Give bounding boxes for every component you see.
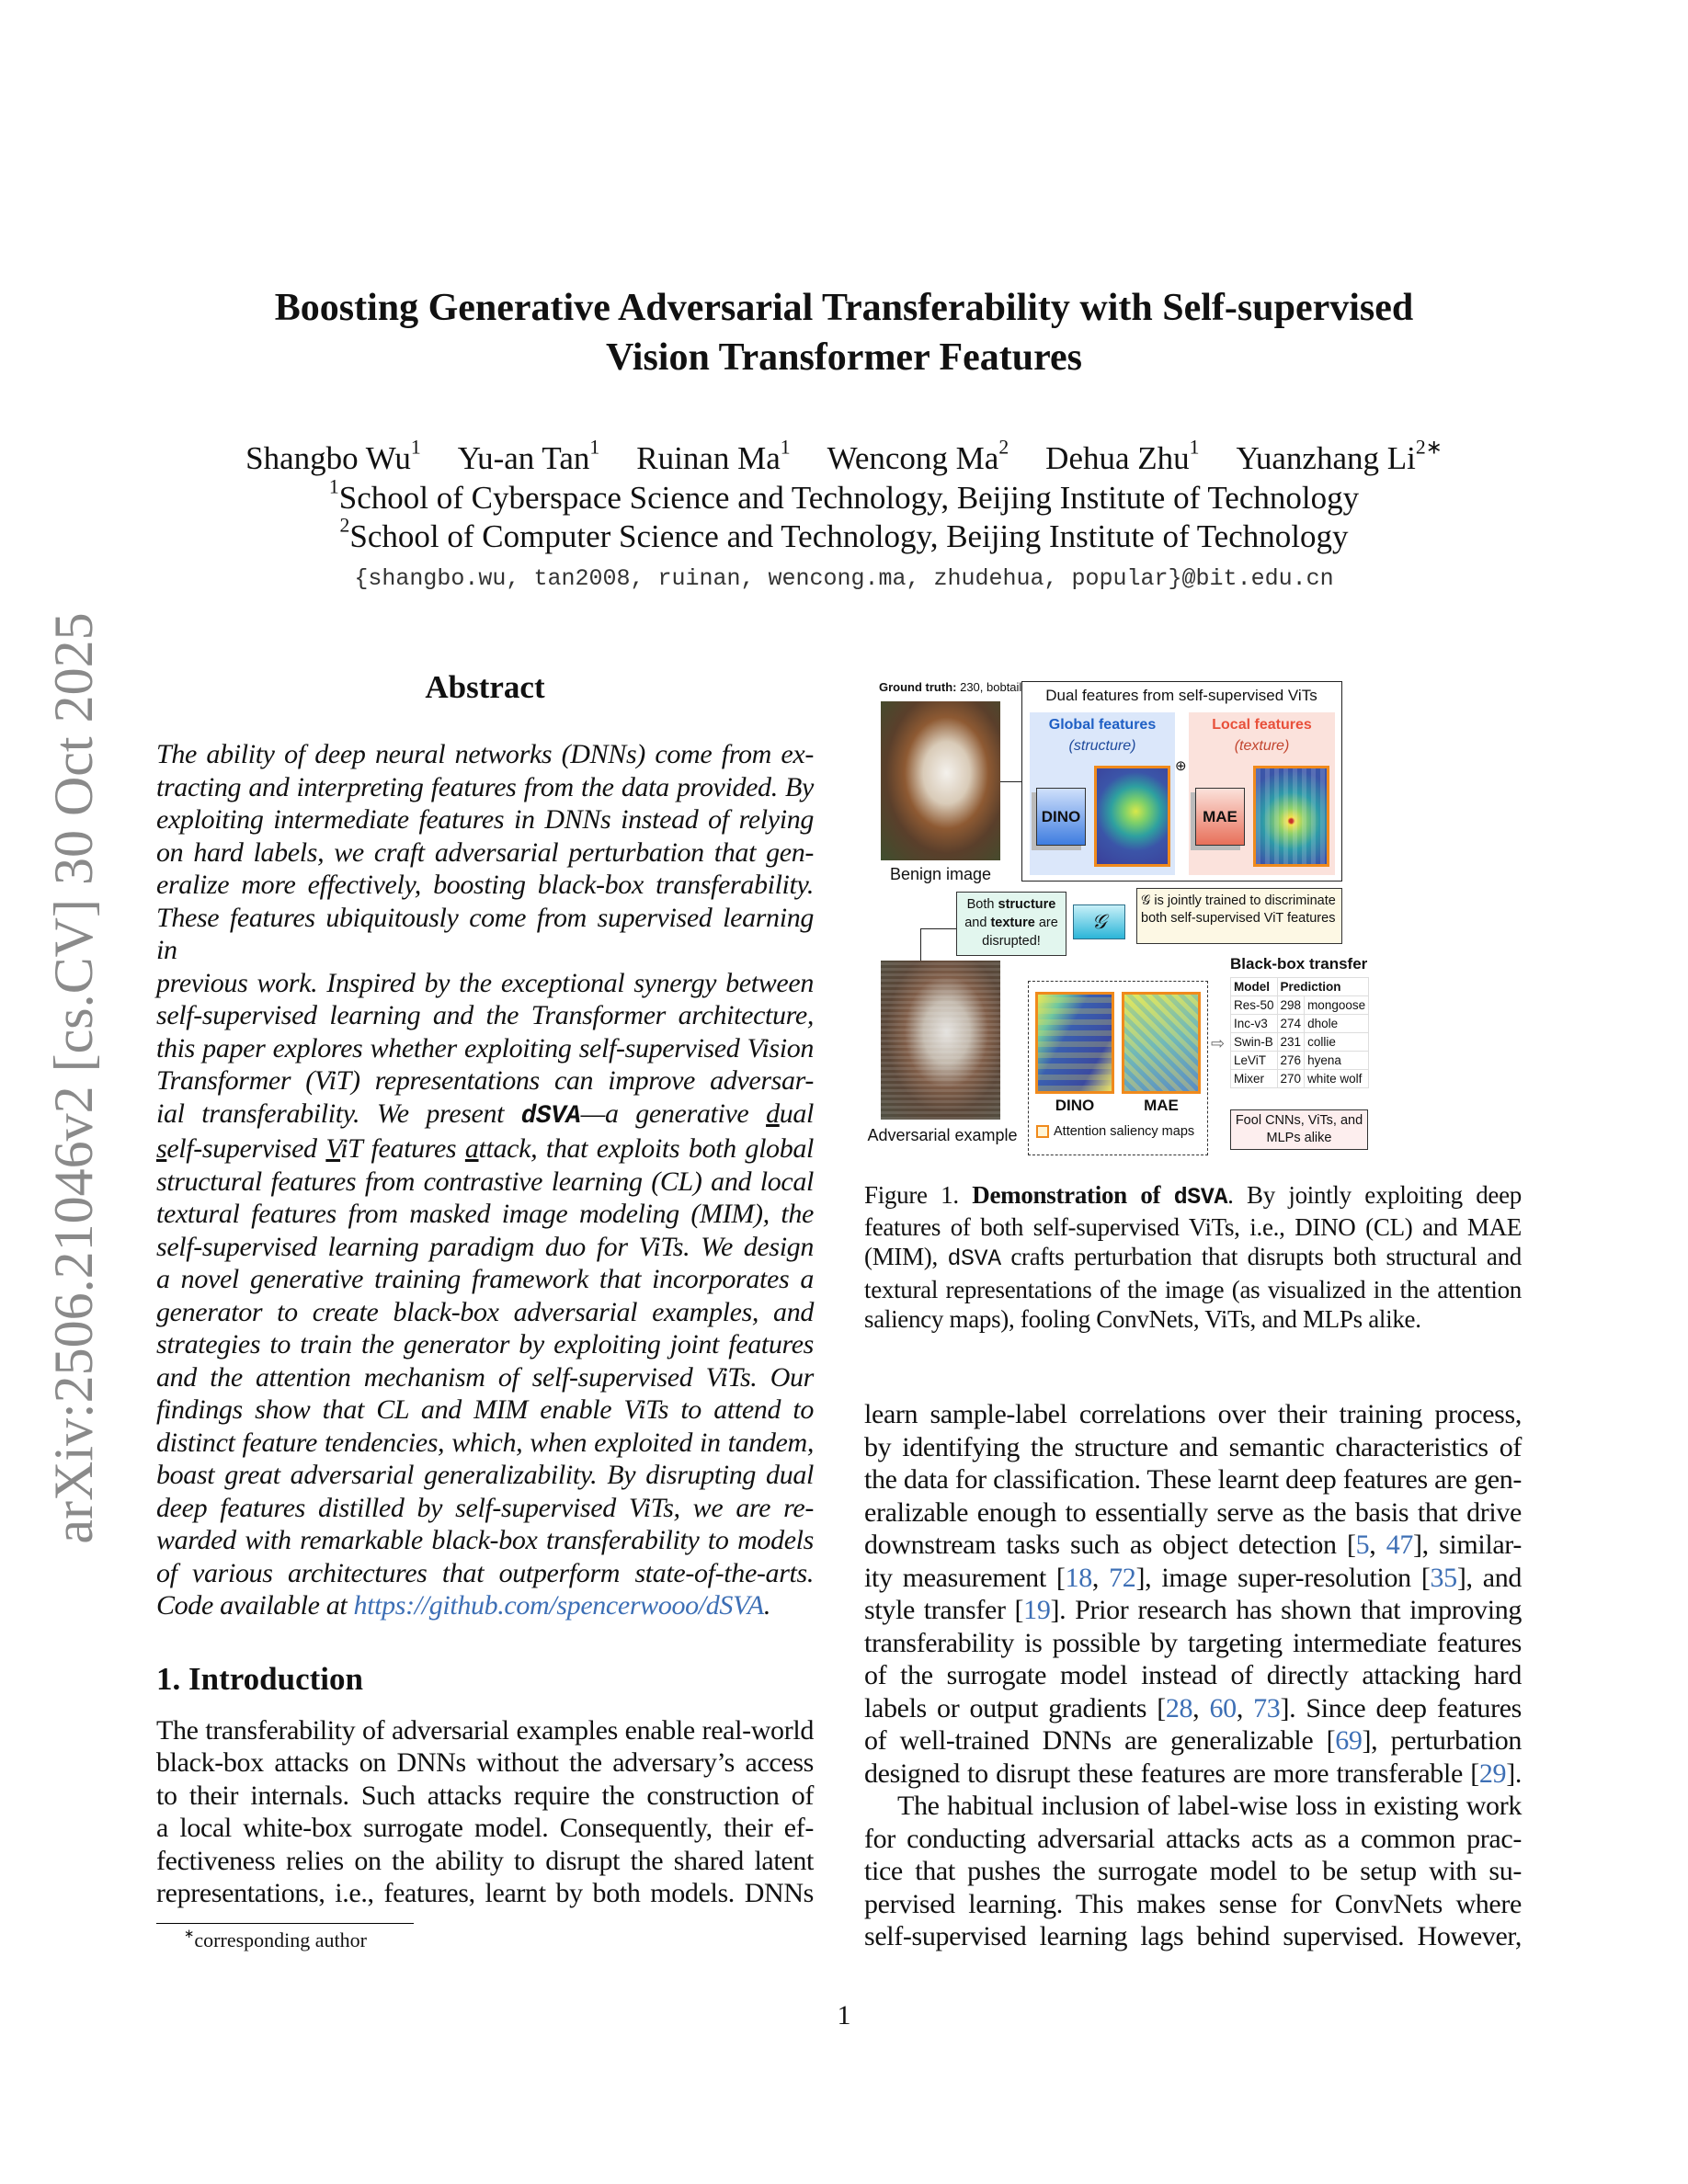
paper-title bbox=[0, 283, 1688, 382]
author-name: Yu-an Tan bbox=[457, 440, 590, 476]
text-line bbox=[156, 1098, 814, 1133]
adversarial-image-label: Adversarial example bbox=[867, 1126, 1018, 1144]
dual-features-title: Dual features from self-supervised ViTs bbox=[1045, 687, 1317, 704]
text-line: black-box attacks on DNNs without the adversary’s access bbox=[156, 1747, 814, 1778]
link[interactable]: 72 bbox=[1109, 1562, 1136, 1593]
text-span: ], similar- bbox=[1413, 1530, 1522, 1561]
text-span: of well-trained DNNs are generalizable [ bbox=[864, 1725, 1336, 1757]
text-line: on hard labels, we craft adversarial perturbation that gen- bbox=[156, 836, 814, 868]
black-box-table bbox=[1230, 977, 1369, 1088]
table-cell: 270 bbox=[1277, 1070, 1305, 1088]
generator-callout: 𝒢 is jointly trained to discriminate both self-supervised ViT features bbox=[1136, 888, 1342, 944]
text-span: ]. bbox=[1506, 1757, 1522, 1789]
text-span: structure bbox=[998, 897, 1056, 912]
text-line bbox=[864, 1180, 1522, 1212]
text-line: textural representations of the image (as visualized in the attention bbox=[864, 1275, 1522, 1303]
text-line: self-supervised learning paradigm duo for ViTs. We design bbox=[156, 1231, 814, 1262]
mae-saliency-map bbox=[1253, 766, 1329, 867]
link[interactable]: 18 bbox=[1065, 1562, 1092, 1593]
text-span: ity measurement [ bbox=[864, 1562, 1066, 1593]
text-line: findings show that CL and MIM enable ViTs to attend to bbox=[156, 1394, 814, 1425]
text-line: The ability of deep neural networks (DNNs) come from ex- bbox=[156, 739, 814, 769]
table-row bbox=[1231, 1033, 1369, 1052]
text-span: Both bbox=[966, 897, 998, 912]
author-name: Yuanzhang Li bbox=[1236, 440, 1416, 476]
text-span: (MIM), bbox=[864, 1243, 948, 1271]
text-line: and the attention mechanism of self-supervised ViTs. Our bbox=[156, 1361, 814, 1393]
text-span: ], perturbation bbox=[1362, 1725, 1522, 1757]
author-affiliation-mark: 2 bbox=[998, 436, 1009, 459]
table-cell: 231 bbox=[1277, 1033, 1305, 1052]
text-span: dSVA bbox=[947, 1246, 1001, 1273]
author-list bbox=[0, 436, 1688, 478]
arrow-icon bbox=[1000, 781, 1021, 782]
text-span: ], and bbox=[1456, 1562, 1522, 1593]
text-line: tice that pushes the surrogate model to be setup with su- bbox=[864, 1856, 1522, 1887]
benign-image bbox=[881, 701, 1000, 860]
link[interactable]: 73 bbox=[1253, 1692, 1281, 1723]
text-line: structural features from contrastive learning (CL) and local bbox=[156, 1166, 814, 1197]
author bbox=[245, 436, 421, 476]
text-line: The transferability of adversarial examples enable real-world bbox=[156, 1714, 814, 1746]
adv-dino-saliency-map bbox=[1035, 992, 1114, 1094]
text-line: eralizable enough to essentially serve as the basis that drive bbox=[864, 1496, 1522, 1528]
text-span: elf-supervised bbox=[166, 1133, 326, 1164]
author-name: Wencong Ma bbox=[827, 440, 999, 476]
table-cell: Mixer bbox=[1231, 1070, 1278, 1088]
text-span: , bbox=[1091, 1562, 1110, 1593]
text-line: self-supervised learning and the Transformer architecture, bbox=[156, 1000, 814, 1030]
text-line bbox=[864, 1757, 1522, 1791]
text-line: exploiting intermediate features in DNNs instead of relying bbox=[156, 804, 814, 835]
figure-caption bbox=[864, 1180, 1522, 1334]
link[interactable]: 19 bbox=[1023, 1595, 1051, 1626]
text-line: by identifying the structure and semantic characteristics of bbox=[864, 1431, 1522, 1462]
text-line: representations, i.e., features, learnt by both models. DNNs bbox=[156, 1878, 814, 1908]
table-cell: LeViT bbox=[1231, 1052, 1278, 1070]
table-cell: white wolf bbox=[1305, 1070, 1369, 1088]
text-line: generator to create black-box adversarial examples, and bbox=[156, 1296, 814, 1327]
text-line bbox=[864, 1692, 1522, 1725]
author-emails: {shangbo.wu, tan2008, ruinan, wencong.ma, zhudehua, popular}@bit.edu.cn bbox=[354, 565, 1334, 592]
text-span: ual bbox=[779, 1098, 815, 1129]
table-row bbox=[1231, 1070, 1369, 1088]
author-name: Dehua Zhu bbox=[1045, 440, 1190, 476]
adv-mae-label: MAE bbox=[1144, 1097, 1179, 1114]
mae-model-block: MAE bbox=[1195, 788, 1245, 846]
dino-model-block: DINO bbox=[1036, 788, 1086, 846]
text-line: Transformer (ViT) representations can improve adversar- bbox=[156, 1065, 814, 1096]
text-span: V bbox=[325, 1133, 341, 1164]
benign-image-label: Benign image bbox=[889, 865, 992, 883]
footnote-rule bbox=[156, 1923, 414, 1924]
text-line: eralize more effectively, boosting black-box transferability. bbox=[156, 870, 814, 900]
text-span: Code available at bbox=[156, 1590, 354, 1621]
text-line bbox=[864, 1529, 1522, 1562]
author bbox=[1045, 436, 1200, 476]
table-row bbox=[1231, 996, 1369, 1015]
table-cell: collie bbox=[1305, 1033, 1369, 1052]
text-span: s bbox=[156, 1133, 167, 1164]
author bbox=[1236, 436, 1443, 476]
text-line bbox=[864, 1724, 1522, 1757]
footnote-text: corresponding author bbox=[194, 1928, 367, 1951]
text-span: . bbox=[763, 1590, 770, 1621]
text-span: Figure 1. bbox=[864, 1181, 973, 1209]
right-column-body bbox=[864, 1398, 1522, 1953]
global-features-subtitle: (structure) bbox=[1068, 738, 1136, 754]
text-line: textural features from masked image modeling (MIM), the bbox=[156, 1199, 814, 1229]
text-span: a bbox=[464, 1133, 479, 1164]
table-header-row bbox=[1231, 978, 1369, 996]
table-row bbox=[1231, 1052, 1369, 1070]
legend-swatch-icon bbox=[1036, 1125, 1049, 1138]
text-span: style transfer [ bbox=[864, 1595, 1024, 1626]
right-column bbox=[864, 1180, 1522, 1953]
affiliation-mark: 1 bbox=[328, 475, 339, 498]
title-line: Vision Transformer Features bbox=[606, 336, 1082, 379]
text-line bbox=[864, 1242, 1522, 1274]
arrow-line bbox=[920, 928, 921, 961]
text-span: are disrupted! bbox=[982, 916, 1058, 949]
text-span: , bbox=[1236, 1692, 1254, 1723]
text-line: boast great adversarial generalizability. By disrupting dual bbox=[156, 1460, 814, 1490]
global-features-panel bbox=[1030, 712, 1175, 875]
author bbox=[827, 436, 1009, 476]
text-span: . By jointly exploiting deep bbox=[1227, 1181, 1523, 1209]
author bbox=[636, 436, 791, 476]
local-features-title: Local features bbox=[1212, 717, 1312, 733]
text-line: the data for classification. These learnt deep features are gen- bbox=[864, 1464, 1522, 1496]
table-cell: hyena bbox=[1305, 1052, 1369, 1070]
title-line: Boosting Generative Adversarial Transferability with Self-supervised bbox=[274, 287, 1414, 329]
column-header: Model bbox=[1231, 978, 1278, 996]
abstract-heading: Abstract bbox=[425, 669, 545, 705]
link[interactable]: 29 bbox=[1478, 1757, 1507, 1789]
text-span: designed to disrupt these features are more transferable [ bbox=[864, 1757, 1479, 1789]
text-span: dSVA bbox=[520, 1101, 581, 1131]
ground-truth-label bbox=[879, 680, 1021, 695]
saliency-legend-label: Attention saliency maps bbox=[1054, 1124, 1195, 1139]
text-line: pervised learning. This makes sense for ConvNets where bbox=[864, 1888, 1522, 1919]
fool-models-callout: Fool CNNs, ViTs, and MLPs alike bbox=[1230, 1109, 1368, 1150]
affiliation-text: School of Computer Science and Technology, Beijing Institute of Technology bbox=[349, 518, 1349, 554]
link[interactable]: 47 bbox=[1386, 1530, 1413, 1561]
arrow-right-icon: ⇨ bbox=[1211, 1034, 1226, 1052]
global-features-title: Global features bbox=[1048, 717, 1157, 733]
table-cell: 298 bbox=[1277, 996, 1305, 1015]
text-line: learn sample-label correlations over their training process, bbox=[864, 1399, 1522, 1430]
text-line: fectiveness relies on the ability to disrupt the shared latent bbox=[156, 1845, 814, 1876]
text-line: saliency maps), fooling ConvNets, ViTs, and MLPs alike. bbox=[864, 1304, 1421, 1333]
table-cell: Inc-v3 bbox=[1231, 1015, 1278, 1033]
text-span: , bbox=[1192, 1692, 1210, 1723]
arrow-line bbox=[920, 928, 956, 929]
ground-truth-value: 230, bobtail bbox=[956, 680, 1022, 694]
black-box-transfer-title: Black-box transfer bbox=[1230, 955, 1368, 973]
text-line bbox=[156, 1589, 814, 1622]
text-span: texture bbox=[990, 916, 1035, 930]
link[interactable]: 60 bbox=[1209, 1692, 1237, 1723]
text-span: crafts perturbation that disrupts both structural and bbox=[1000, 1243, 1522, 1271]
table-cell: 274 bbox=[1277, 1015, 1305, 1033]
author-affiliation-mark: 1 bbox=[410, 436, 421, 459]
text-span: iT features bbox=[340, 1133, 465, 1164]
table-cell: 276 bbox=[1277, 1052, 1305, 1070]
author-affiliation-mark: 2∗ bbox=[1415, 436, 1443, 459]
introduction-body bbox=[156, 1714, 814, 1910]
table-cell: Swin-B bbox=[1231, 1033, 1278, 1052]
text-line: distinct feature tendencies, which, when exploited in tandem, bbox=[156, 1427, 814, 1458]
author-affiliation-mark: 1 bbox=[1189, 436, 1200, 459]
link[interactable]: 35 bbox=[1430, 1562, 1457, 1593]
text-line: features of both self-supervised ViTs, i.e., DINO (CL) and MAE bbox=[864, 1213, 1522, 1242]
text-span: Demonstration of bbox=[972, 1181, 1174, 1209]
link[interactable]: 5 bbox=[1355, 1530, 1370, 1561]
text-line: The habitual inclusion of label-wise loss in existing work bbox=[897, 1791, 1522, 1822]
local-features-subtitle: (texture) bbox=[1234, 738, 1290, 754]
text-line: a local white-box surrogate model. Consequently, their ef- bbox=[156, 1813, 814, 1843]
abstract-body bbox=[156, 738, 814, 1622]
dual-features-box bbox=[1021, 681, 1342, 882]
footnote-mark: ∗ bbox=[184, 1926, 195, 1940]
author bbox=[457, 436, 600, 476]
text-line: to their internals. Such attacks require the construction of bbox=[156, 1780, 814, 1811]
ground-truth-key: Ground truth: bbox=[879, 680, 957, 694]
text-line: warded with remarkable black-box transferability to models bbox=[156, 1525, 814, 1555]
text-line bbox=[864, 1562, 1522, 1595]
author-name: Ruinan Ma bbox=[636, 440, 781, 476]
table-cell: dhole bbox=[1305, 1015, 1369, 1033]
page-number: 1 bbox=[837, 2000, 851, 2030]
text-line: tracting and interpreting features from the data provided. By bbox=[156, 771, 814, 802]
adversarial-image bbox=[881, 961, 1000, 1120]
figure-1 bbox=[864, 662, 1526, 1163]
text-line: a novel generative training framework that incorporates a bbox=[156, 1264, 814, 1294]
author-affiliation-mark: 1 bbox=[780, 436, 791, 459]
text-span: labels or output gradients [ bbox=[864, 1692, 1166, 1723]
generator-block: 𝒢 bbox=[1073, 904, 1125, 939]
text-line: deep features distilled by self-supervised ViTs, we are re- bbox=[156, 1492, 814, 1523]
adv-mae-saliency-map bbox=[1122, 992, 1201, 1094]
column-header: Prediction bbox=[1277, 978, 1369, 996]
text-line: transferability is possible by targeting intermediate features bbox=[864, 1627, 1522, 1658]
text-span: ]. Since deep features bbox=[1280, 1692, 1523, 1723]
text-line: strategies to train the generator by exploiting joint features bbox=[156, 1329, 814, 1359]
affiliation bbox=[0, 514, 1688, 556]
saliency-maps-box bbox=[1028, 981, 1208, 1155]
structure-texture-callout bbox=[956, 892, 1066, 956]
link[interactable]: 69 bbox=[1335, 1725, 1363, 1757]
table-cell: mongoose bbox=[1305, 996, 1369, 1015]
text-line: of the surrogate model instead of directly attacking hard bbox=[864, 1660, 1522, 1691]
dino-saliency-map bbox=[1094, 766, 1170, 867]
text-line: for conducting adversarial attacks acts as a common prac- bbox=[864, 1823, 1522, 1854]
adv-dino-label: DINO bbox=[1055, 1097, 1095, 1114]
link[interactable]: https://github.com/spencerwooo/dSVA bbox=[353, 1590, 764, 1621]
text-line bbox=[156, 1132, 814, 1166]
text-line: previous work. Inspired by the exceptional synergy between bbox=[156, 967, 814, 998]
text-line: self-supervised learning lags behind supervised. However, bbox=[864, 1921, 1522, 1952]
text-span: and bbox=[964, 916, 991, 930]
text-line bbox=[864, 1594, 1522, 1627]
local-features-panel bbox=[1189, 712, 1335, 875]
table-row bbox=[1231, 1015, 1369, 1033]
text-span: ial transferability. We present bbox=[156, 1098, 521, 1129]
section-heading-introduction: 1. Introduction bbox=[156, 1660, 363, 1697]
arxiv-sidebar-stamp: arXiv:2506.21046v2 [cs.CV] 30 Oct 2025 bbox=[43, 612, 104, 1544]
concat-plus-icon: ⊕ bbox=[1175, 758, 1187, 774]
footnote bbox=[184, 1928, 814, 1953]
left-column bbox=[156, 667, 814, 1953]
author-name: Shangbo Wu bbox=[245, 440, 411, 476]
text-span: ], image super-resolution [ bbox=[1135, 1562, 1431, 1593]
author-affiliation-mark: 1 bbox=[589, 436, 600, 459]
link[interactable]: 28 bbox=[1165, 1692, 1193, 1723]
text-span: d bbox=[766, 1098, 780, 1129]
text-span: ttack, that exploits both global bbox=[478, 1133, 814, 1164]
text-line: of various architectures that outperform state-of-the-arts. bbox=[156, 1557, 814, 1588]
text-line: These features ubiquitously come from supervised learning in bbox=[156, 902, 814, 965]
text-span: downstream tasks such as object detection [ bbox=[864, 1530, 1356, 1561]
text-span: dSVA bbox=[1173, 1185, 1228, 1211]
text-span: —a generative bbox=[580, 1098, 767, 1129]
text-span: , bbox=[1369, 1530, 1386, 1561]
table-cell: Res-50 bbox=[1231, 996, 1278, 1015]
text-line: this paper explores whether exploiting self-supervised Vision bbox=[156, 1032, 814, 1064]
affiliation-mark: 2 bbox=[339, 514, 350, 537]
text-span: ]. Prior research has shown that improving bbox=[1050, 1595, 1522, 1626]
affiliation bbox=[0, 475, 1688, 518]
affiliation-text: School of Cyberspace Science and Technology, Beijing Institute of Technology bbox=[338, 480, 1360, 516]
